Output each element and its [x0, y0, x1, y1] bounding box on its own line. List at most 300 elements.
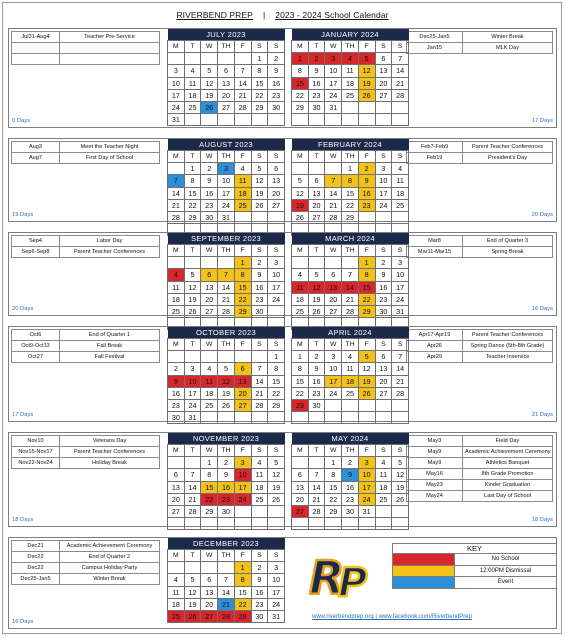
school-days-count: 16 Days	[12, 619, 34, 625]
calendar-day	[308, 457, 325, 469]
event-date: Nov10	[12, 436, 60, 447]
calendar-day: 18	[184, 89, 201, 101]
calendar-day: 28	[218, 305, 235, 317]
calendar-day: 4	[392, 163, 409, 175]
calendar-day: 14	[184, 481, 201, 493]
calendar-day: 15	[358, 281, 375, 293]
calendar-day: 27	[201, 610, 218, 622]
calendar-day: 2	[268, 53, 285, 65]
calendar-day	[184, 257, 201, 269]
calendar-day: 14	[392, 65, 409, 77]
calendar-day: 6	[218, 65, 235, 77]
calendar-day: 17	[168, 89, 185, 101]
weekday-header: W	[325, 41, 342, 53]
weekday-header: S	[392, 339, 409, 351]
calendar-day: 30	[168, 412, 185, 424]
calendar-day: 27	[325, 305, 342, 317]
legend-label-dismissal: 12:00PM Dismissal	[455, 565, 557, 577]
event-name: Kinder Graduation	[463, 480, 553, 491]
calendar-day: 30	[308, 101, 325, 113]
weekday-header: W	[201, 550, 218, 562]
calendar-day: 15	[342, 187, 359, 199]
calendar-day: 8	[292, 363, 309, 375]
calendar-day: 5	[358, 351, 375, 363]
event-name: Teacher Pre-Service	[60, 32, 160, 43]
calendar-day: 14	[251, 375, 268, 387]
weekday-header: F	[234, 151, 251, 163]
calendar-day: 25	[342, 89, 359, 101]
calendar-day: 27	[375, 89, 392, 101]
weekday-header: S	[268, 245, 285, 257]
event-name: 8th Grade Promotion	[463, 469, 553, 480]
event-name: End of Quarter 2	[60, 552, 160, 563]
calendar-day: 13	[168, 481, 185, 493]
weekday-header: T	[184, 151, 201, 163]
calendar-day	[342, 518, 359, 530]
right-events-table	[406, 141, 553, 164]
month-name: OCTOBER 2023	[168, 327, 285, 339]
school-days-count: 17 Days	[12, 412, 34, 418]
calendar-day: 8	[358, 269, 375, 281]
calendar-day: 14	[218, 586, 235, 598]
calendar-day: 30	[201, 211, 218, 223]
calendar-day: 16	[218, 481, 235, 493]
calendar-day: 28	[184, 505, 201, 517]
calendar-day: 19	[308, 293, 325, 305]
weekday-header: F	[234, 550, 251, 562]
calendar-day	[218, 257, 235, 269]
calendar-day: 8	[325, 469, 342, 481]
calendar-day: 31	[392, 305, 409, 317]
left-events-table	[11, 141, 160, 164]
event-date: May24	[407, 491, 463, 502]
month-calendar	[167, 538, 285, 623]
calendar-day: 5	[251, 163, 268, 175]
calendar-day	[234, 53, 251, 65]
calendar-day: 31	[184, 412, 201, 424]
calendar-day: 12	[251, 175, 268, 187]
calendar-day: 18	[342, 375, 359, 387]
calendar-day: 9	[308, 363, 325, 375]
weekday-header: TH	[218, 550, 235, 562]
calendar-day	[292, 518, 309, 530]
calendar-day: 23	[251, 293, 268, 305]
weekday-header: F	[358, 445, 375, 457]
calendar-day: 9	[251, 269, 268, 281]
calendar-day: 24	[325, 89, 342, 101]
weekday-header: F	[234, 339, 251, 351]
calendar-day: 27	[375, 387, 392, 399]
calendar-day: 25	[184, 101, 201, 113]
calendar-day: 25	[234, 199, 251, 211]
calendar-day: 15	[251, 77, 268, 89]
calendar-day: 30	[268, 101, 285, 113]
calendar-day: 20	[234, 387, 251, 399]
month-name: NOVEMBER 2023	[168, 433, 285, 445]
calendar-day	[251, 211, 268, 223]
calendar-day	[234, 518, 251, 530]
calendar-day: 16	[342, 481, 359, 493]
month-calendar	[167, 29, 285, 126]
calendar-day: 11	[392, 175, 409, 187]
month-name: DECEMBER 2023	[168, 538, 285, 550]
weekday-header: S	[375, 339, 392, 351]
weekday-header: W	[201, 151, 218, 163]
calendar-day: 4	[251, 457, 268, 469]
calendar-day	[201, 518, 218, 530]
school-days-count: 18 Days	[12, 517, 34, 523]
school-name: RIVERBEND PREP	[176, 10, 253, 20]
event-date: Jul31-Aug4	[12, 32, 60, 43]
event-date	[12, 43, 60, 54]
calendar-day: 20	[201, 598, 218, 610]
calendar-day	[168, 163, 185, 175]
calendar-day: 15	[325, 481, 342, 493]
calendar-day: 20	[268, 187, 285, 199]
calendar-day: 19	[392, 481, 409, 493]
legend-label-event: Event	[455, 577, 557, 589]
calendar-day: 12	[184, 281, 201, 293]
calendar-day: 2	[342, 457, 359, 469]
calendar-day	[392, 518, 409, 530]
calendar-day: 26	[268, 493, 285, 505]
calendar-day: 17	[358, 481, 375, 493]
calendar-day	[268, 305, 285, 317]
calendar-day: 21	[218, 293, 235, 305]
calendar-day	[392, 101, 409, 113]
weekday-header: M	[168, 41, 185, 53]
event-name: Spring Dance (5th-8th Grade)	[463, 341, 553, 352]
calendar-day: 2	[251, 257, 268, 269]
weekday-header: T	[308, 445, 325, 457]
calendar-day: 12	[358, 363, 375, 375]
calendar-day: 3	[268, 562, 285, 574]
calendar-day: 10	[392, 269, 409, 281]
calendar-day: 8	[201, 469, 218, 481]
calendar-day: 3	[184, 363, 201, 375]
calendar-day: 16	[251, 281, 268, 293]
calendar-day: 21	[342, 293, 359, 305]
event-name: End of Quarter 3	[463, 236, 553, 247]
calendar-day: 27	[308, 211, 325, 223]
month-calendar	[167, 327, 285, 424]
calendar-day: 5	[268, 457, 285, 469]
event-name: Academic Achievement Ceremony	[60, 541, 160, 552]
calendar-day: 29	[184, 211, 201, 223]
calendar-day: 17	[325, 77, 342, 89]
event-date: Feb7-Feb9	[407, 142, 463, 153]
calendar-day	[292, 457, 309, 469]
calendar-day: 27	[168, 505, 185, 517]
calendar-day: 2	[251, 562, 268, 574]
weekday-header: F	[358, 339, 375, 351]
calendar-day: 1	[234, 257, 251, 269]
calendar-day	[308, 257, 325, 269]
event-date: May16	[407, 469, 463, 480]
weekday-header: T	[184, 339, 201, 351]
weekday-header: F	[234, 445, 251, 457]
calendar-day: 24	[358, 493, 375, 505]
calendar-day: 22	[325, 493, 342, 505]
calendar-day: 19	[358, 375, 375, 387]
calendar-day: 21	[168, 199, 185, 211]
calendar-day	[358, 412, 375, 424]
weekday-header: T	[308, 151, 325, 163]
calendar-day: 24	[268, 293, 285, 305]
calendar-day: 23	[342, 493, 359, 505]
right-events-table	[406, 329, 553, 363]
calendar-day: 26	[292, 211, 309, 223]
calendar-day: 11	[342, 363, 359, 375]
calendar-day: 4	[375, 457, 392, 469]
website-links[interactable]: www.riverbendprep.org | www.facebook.com/RiverbendPrep	[312, 614, 472, 620]
calendar-day	[392, 412, 409, 424]
calendar-day: 13	[308, 187, 325, 199]
calendar-day: 3	[218, 163, 235, 175]
event-date	[12, 54, 60, 65]
weekday-header: T	[184, 550, 201, 562]
calendar-day: 16	[375, 281, 392, 293]
calendar-day: 11	[292, 281, 309, 293]
weekday-header: M	[168, 550, 185, 562]
event-name: Veterans Day	[60, 436, 160, 447]
calendar-day: 3	[358, 457, 375, 469]
calendar-day: 26	[218, 399, 235, 411]
calendar-day: 23	[251, 598, 268, 610]
calendar-day: 15	[201, 481, 218, 493]
weekday-header: S	[251, 245, 268, 257]
calendar-day	[184, 114, 201, 126]
event-date: Mar8	[407, 236, 463, 247]
month-name: MAY 2024	[292, 433, 409, 445]
calendar-day	[342, 257, 359, 269]
event-name: Fall Festival	[60, 352, 160, 363]
event-date: Oct6	[12, 330, 60, 341]
calendar-day: 4	[168, 574, 185, 586]
calendar-day: 16	[308, 77, 325, 89]
weekday-header: M	[168, 445, 185, 457]
calendar-day: 11	[375, 469, 392, 481]
weekday-header: S	[392, 151, 409, 163]
calendar-day: 9	[268, 65, 285, 77]
weekday-header: S	[268, 339, 285, 351]
school-days-count: 16 Days	[531, 306, 553, 312]
calendar-day: 28	[308, 505, 325, 517]
calendar-day: 15	[184, 187, 201, 199]
calendar-day	[234, 351, 251, 363]
calendar-day	[342, 101, 359, 113]
calendar-day: 5	[308, 269, 325, 281]
calendar-day: 26	[392, 493, 409, 505]
calendar-day: 13	[234, 375, 251, 387]
calendar-day: 10	[184, 375, 201, 387]
calendar-day: 25	[392, 199, 409, 211]
calendar-day	[184, 518, 201, 530]
calendar-day	[168, 518, 185, 530]
month-calendar	[291, 29, 409, 126]
calendar-day: 18	[251, 481, 268, 493]
calendar-day: 28	[251, 399, 268, 411]
calendar-day: 8	[184, 175, 201, 187]
legend-label-no-school: No School	[455, 554, 557, 566]
calendar-day: 6	[292, 469, 309, 481]
calendar-day: 26	[184, 610, 201, 622]
event-date: Aug7	[12, 153, 60, 164]
calendar-day: 1	[342, 163, 359, 175]
calendar-day: 25	[292, 305, 309, 317]
calendar-day: 29	[251, 101, 268, 113]
event-date: Nov15-Nov17	[12, 447, 60, 458]
calendar-day: 29	[292, 399, 309, 411]
calendar-day: 21	[325, 199, 342, 211]
calendar-day: 8	[292, 65, 309, 77]
calendar-day: 7	[251, 363, 268, 375]
event-date: Sep6-Sep8	[12, 247, 60, 258]
calendar-day: 24	[234, 493, 251, 505]
calendar-day	[218, 562, 235, 574]
calendar-day: 4	[342, 351, 359, 363]
calendar-day: 29	[234, 305, 251, 317]
calendar-day: 19	[218, 387, 235, 399]
calendar-day: 4	[201, 363, 218, 375]
weekday-header: F	[234, 245, 251, 257]
calendar-day	[292, 257, 309, 269]
calendar-day: 7	[342, 269, 359, 281]
calendar-day: 6	[375, 53, 392, 65]
calendar-day: 2	[168, 363, 185, 375]
calendar-day: 8	[234, 574, 251, 586]
calendar-day	[268, 518, 285, 530]
calendar-day	[268, 505, 285, 517]
calendar-day: 28	[342, 305, 359, 317]
calendar-day: 11	[342, 65, 359, 77]
calendar-day: 8	[251, 65, 268, 77]
calendar-day: 3	[392, 257, 409, 269]
calendar-day	[342, 399, 359, 411]
weekday-header: M	[168, 339, 185, 351]
calendar-day: 19	[184, 598, 201, 610]
event-name: Campus Holiday Party	[60, 563, 160, 574]
calendar-day: 22	[292, 89, 309, 101]
calendar-day	[218, 412, 235, 424]
calendar-day: 9	[218, 469, 235, 481]
calendar-day	[375, 101, 392, 113]
school-logo	[305, 550, 375, 602]
calendar-day: 9	[342, 469, 359, 481]
calendar-day: 23	[308, 387, 325, 399]
weekday-header: T	[184, 41, 201, 53]
calendar-day: 20	[292, 493, 309, 505]
month-calendar	[167, 233, 285, 330]
calendar-day: 20	[201, 293, 218, 305]
calendar-day: 30	[342, 505, 359, 517]
calendar-day	[251, 505, 268, 517]
calendar-day: 18	[168, 598, 185, 610]
event-name: MLK Day	[463, 43, 553, 54]
event-name: Holiday Break	[60, 458, 160, 469]
calendar-day: 29	[325, 505, 342, 517]
event-date: Feb19	[407, 153, 463, 164]
event-date: Dec22	[12, 563, 60, 574]
weekday-header: T	[184, 245, 201, 257]
left-events-table	[11, 329, 160, 363]
calendar-day: 2	[308, 351, 325, 363]
legend-key	[392, 543, 557, 589]
month-name: MARCH 2024	[292, 233, 409, 245]
month-calendar	[167, 433, 285, 530]
legend-title: KEY	[393, 544, 557, 554]
month-calendar	[167, 139, 285, 236]
calendar-day	[358, 518, 375, 530]
calendar-day: 5	[184, 574, 201, 586]
calendar-day: 17	[268, 586, 285, 598]
calendar-day: 18	[234, 187, 251, 199]
event-name: Athletics Banquet	[463, 458, 553, 469]
calendar-day: 10	[325, 363, 342, 375]
calendar-day: 21	[308, 493, 325, 505]
weekday-header: TH	[218, 339, 235, 351]
weekday-header: F	[358, 151, 375, 163]
weekday-header: W	[325, 245, 342, 257]
calendar-day	[392, 211, 409, 223]
calendar-day: 31	[168, 114, 185, 126]
calendar-day	[251, 412, 268, 424]
calendar-day: 10	[325, 65, 342, 77]
calendar-day: 5	[218, 363, 235, 375]
calendar-day: 1	[325, 457, 342, 469]
calendar-day: 12	[358, 65, 375, 77]
weekday-header: W	[325, 339, 342, 351]
calendar-day: 28	[168, 211, 185, 223]
event-date: Apr29	[407, 352, 463, 363]
calendar-day: 14	[308, 481, 325, 493]
calendar-day: 30	[251, 305, 268, 317]
calendar-day: 8	[342, 175, 359, 187]
weekday-header: TH	[342, 339, 359, 351]
calendar-day: 15	[268, 375, 285, 387]
calendar-day: 22	[201, 493, 218, 505]
calendar-day: 26	[358, 387, 375, 399]
calendar-day	[168, 351, 185, 363]
month-name: SEPTEMBER 2023	[168, 233, 285, 245]
calendar-day	[184, 457, 201, 469]
weekday-header: S	[251, 445, 268, 457]
calendar-day: 24	[184, 399, 201, 411]
calendar-day	[392, 505, 409, 517]
month-name: AUGUST 2023	[168, 139, 285, 151]
calendar-day: 10	[268, 574, 285, 586]
calendar-day	[268, 412, 285, 424]
event-date: Nov22-Nov24	[12, 458, 60, 469]
calendar-day: 20	[308, 199, 325, 211]
calendar-day: 13	[201, 586, 218, 598]
calendar-day: 23	[201, 199, 218, 211]
calendar-day: 1	[358, 257, 375, 269]
calendar-day: 26	[201, 101, 218, 113]
month-calendar	[291, 233, 409, 330]
school-days-count: 18 Days	[531, 517, 553, 523]
weekday-header: F	[234, 41, 251, 53]
calendar-day: 22	[251, 89, 268, 101]
calendar-day: 6	[268, 163, 285, 175]
right-events-table	[406, 235, 553, 258]
calendar-title: 2023 - 2024 School Calendar	[275, 10, 389, 20]
calendar-day: 5	[358, 53, 375, 65]
calendar-day	[201, 351, 218, 363]
calendar-day: 3	[168, 65, 185, 77]
calendar-day: 2	[308, 53, 325, 65]
calendar-day	[201, 53, 218, 65]
